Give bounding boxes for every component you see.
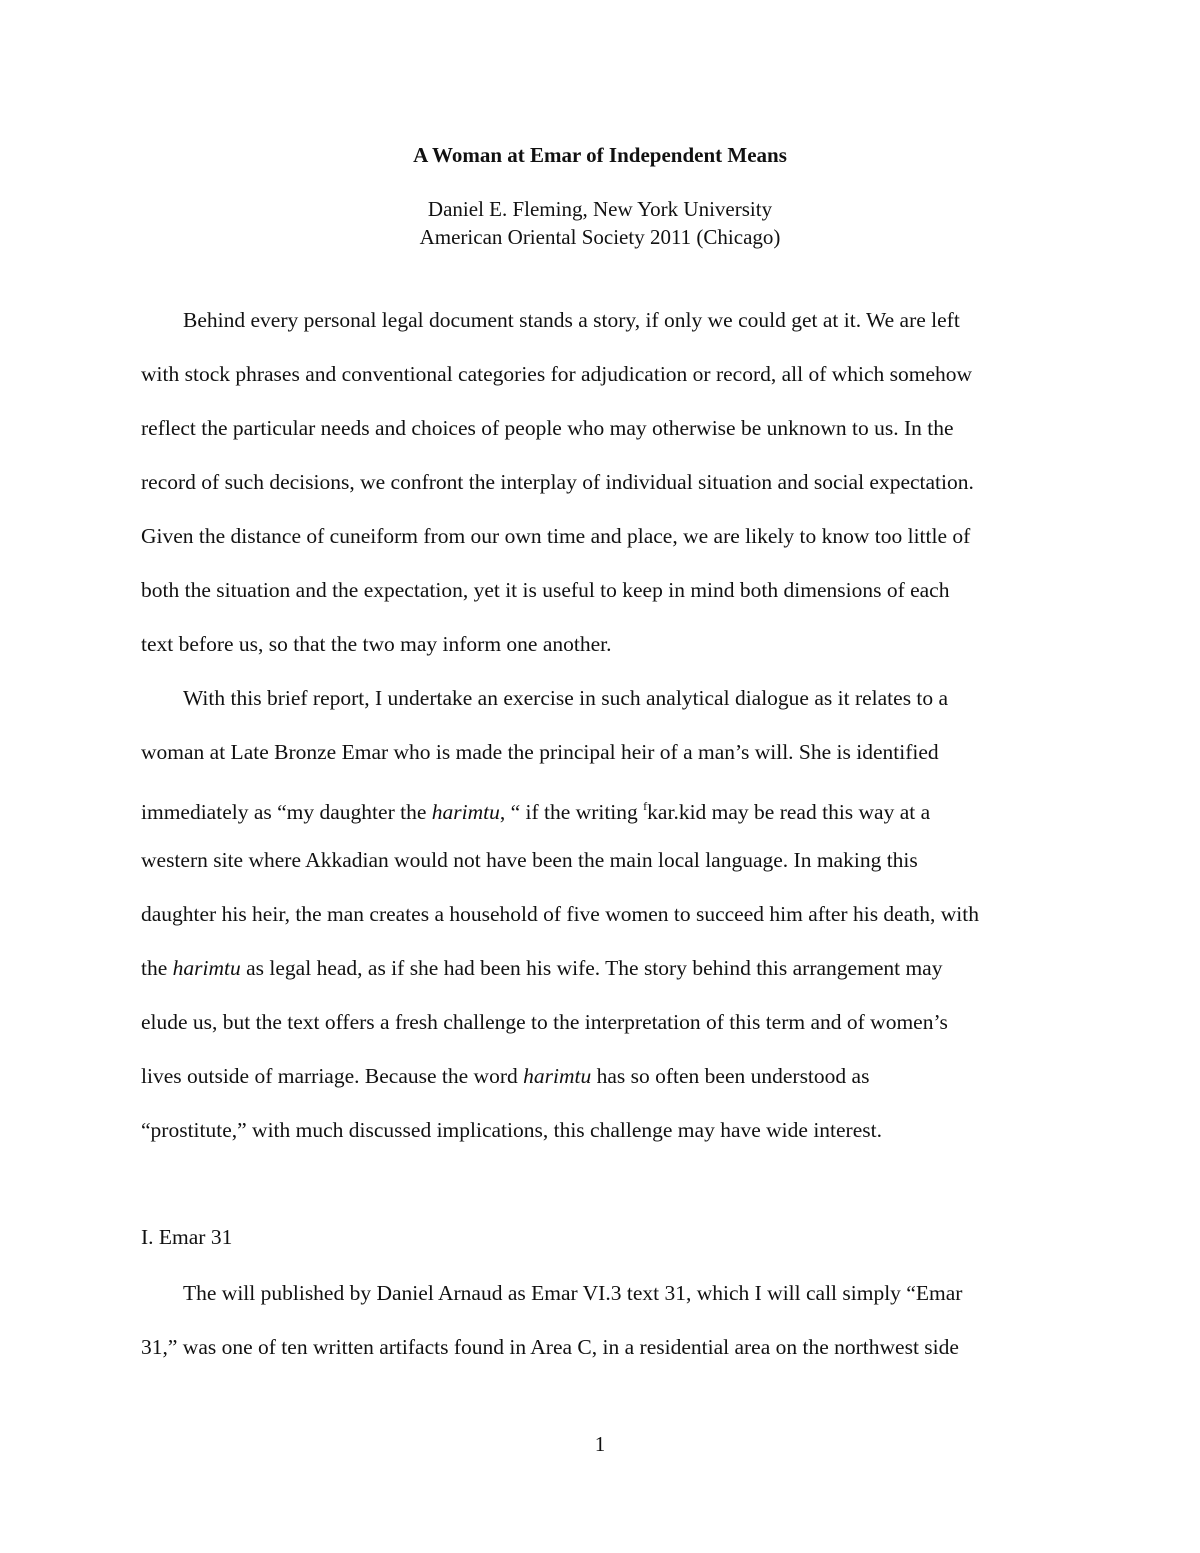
paragraph-2-line: elude us, but the text offers a fresh challenge to the interpretation of this term and of women’s [141, 1010, 948, 1034]
author-line: Daniel E. Fleming, New York University [427, 197, 773, 221]
text-run: lives outside of marriage. Because the word [141, 1064, 524, 1088]
paragraph-2-line [141, 791, 930, 827]
paragraph-2-line: daughter his heir, the man creates a household of five women to succeed him after his death, with [141, 902, 979, 926]
paragraph-2-line [141, 953, 942, 983]
paragraph-2-line: woman at Late Bronze Emar who is made the principal heir of a man’s will. She is identified [141, 740, 939, 764]
page-number: 1 [594, 1432, 606, 1456]
paper-title: A Woman at Emar of Independent Means [413, 143, 787, 167]
paragraph-1-line: Given the distance of cuneiform from our own time and place, we are likely to know too little of [141, 524, 971, 548]
italic-term: harimtu [523, 1064, 592, 1088]
text-run: as legal head, as if she had been his wife. The story behind this arrangement may [240, 956, 943, 980]
paragraph-2-line: western site where Akkadian would not have been the main local language. In making this [141, 848, 918, 872]
paragraph-1-line: reflect the particular needs and choices of people who may otherwise be unknown to us. In the [141, 416, 954, 440]
paragraph-2-line: With this brief report, I undertake an exercise in such analytical dialogue as it relates to a [183, 686, 949, 710]
paragraph-1-line: with stock phrases and conventional categories for adjudication or record, all of which somehow [141, 362, 973, 386]
italic-term: harimtu [431, 800, 500, 824]
text-run: kar.kid may be read this way at a [647, 800, 931, 824]
text-run: , “ if the writing [499, 800, 644, 824]
text-run: the [141, 956, 173, 980]
text-run: has so often been understood as [591, 1064, 870, 1088]
paragraph-1-line: both the situation and the expectation, yet it is useful to keep in mind both dimensions of each [141, 578, 950, 602]
italic-term: harimtu [172, 956, 241, 980]
venue-line: American Oriental Society 2011 (Chicago) [419, 225, 781, 249]
paragraph-1-line: Behind every personal legal document stands a story, if only we could get at it. We are left [183, 308, 960, 332]
paragraph-1-line: text before us, so that the two may inform one another. [141, 632, 612, 656]
paragraph-3-line: The will published by Daniel Arnaud as Emar VI.3 text 31, which I will call simply “Emar [183, 1281, 963, 1305]
superscript-determinative: f [643, 799, 648, 813]
section-heading: I. Emar 31 [141, 1225, 233, 1249]
paragraph-1-line: record of such decisions, we confront the interplay of individual situation and social expectation. [141, 470, 974, 494]
paragraph-2-line: “prostitute,” with much discussed implications, this challenge may have wide interest. [141, 1118, 882, 1142]
paragraph-2-line [141, 1061, 869, 1091]
text-run: immediately as “my daughter the [141, 800, 432, 824]
paragraph-3-line: 31,” was one of ten written artifacts found in Area C, in a residential area on the northwest side [141, 1335, 959, 1359]
